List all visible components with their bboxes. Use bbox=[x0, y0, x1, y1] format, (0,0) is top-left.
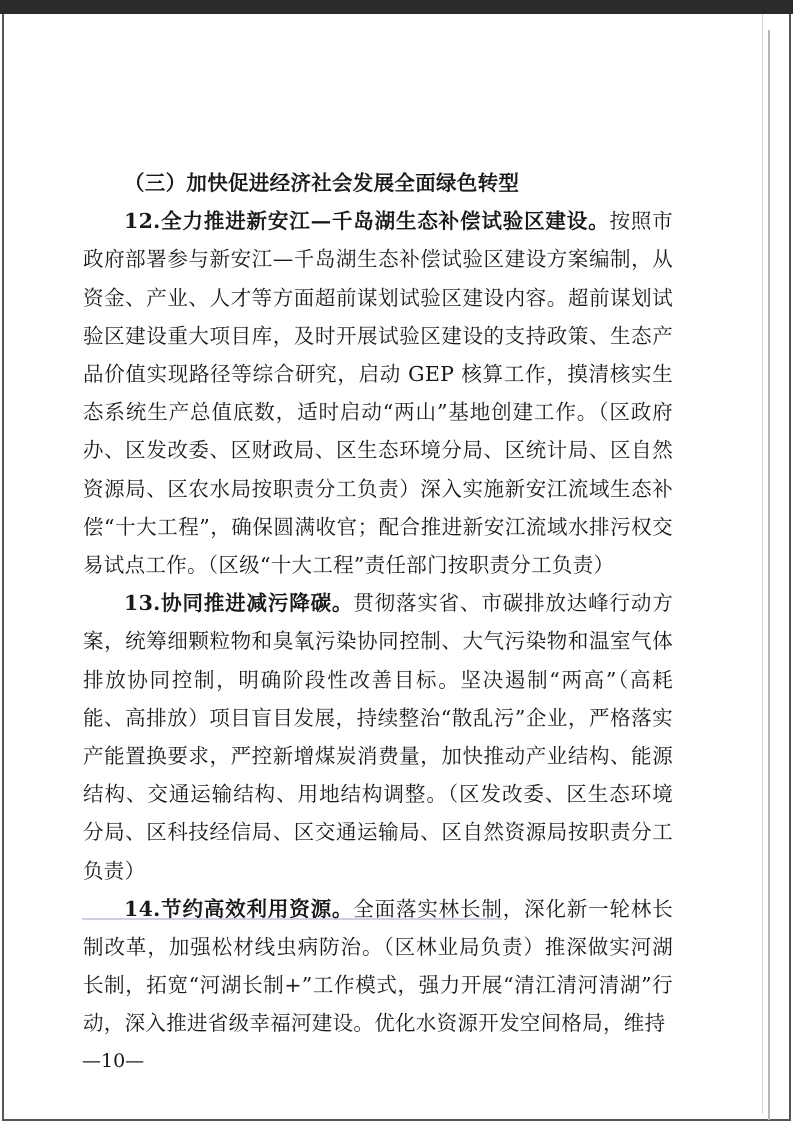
paragraph-text: 贯彻落实省、市碳排放达峰行动方案，统筹细颗粒物和臭氧污染协同控制、大气污染物和温室气体排放协同控制，明确阶段性改善目标。坚决遏制“两高”（高耗能、高排放）项目盲目发展，持续整治“散乱污”企业，严格落实产能置换要求，严控新增煤炭消费量，加快推动产业结构、能源结构、交通运输结构、用地结构调整。（区发改委、区生态环境分局、区科技经信局、区交通运输局、区自然资源局按职责分工负责） bbox=[83, 591, 674, 883]
section-heading: （三）加快促进经济社会发展全面绿色转型 bbox=[124, 171, 520, 195]
scan-paper-shadow bbox=[768, 30, 770, 1120]
paragraph-heading: 12.全力推进新安江—千岛湖生态补偿试验区建设。 bbox=[124, 209, 610, 234]
paragraph-13 bbox=[83, 584, 673, 890]
paragraph-14 bbox=[83, 890, 673, 1043]
scan-top-edge bbox=[0, 0, 793, 14]
scan-left-edge bbox=[2, 14, 4, 1120]
document-body bbox=[83, 164, 673, 1043]
page-number: —10— bbox=[82, 1050, 145, 1072]
paragraph-heading: 14.节约高效利用资源。 bbox=[124, 896, 354, 921]
paragraph-heading: 13.协同推进减污降碳。 bbox=[124, 591, 354, 616]
paragraph-12 bbox=[83, 202, 673, 584]
paragraph-text: 按照市政府部署参与新安江—千岛湖生态补偿试验区建设方案编制，从资金、产业、人才等方面超前谋划试验区建设内容。超前谋划试验区建设重大项目库，及时开展试验区建设的支持政策、生态产品价值实现路径等综合研究，启动 GEP 核算工作，摸清核实生态系统生产总值底数，适时启动“两山”基地创建工作。（区政府办、区发改委、区财政局、区生态环境分局、区统计局、区自然资源局、区农水局按职责分工负责）深入实施新安江流域生态补偿“十大工程”，确保圆满收官；配合推进新安江流域水排污权交易试点工作。（区级“十大工程”责任部门按职责分工负责） bbox=[83, 209, 673, 578]
scan-paper-shadow-faint bbox=[762, 14, 763, 1114]
scan-bottom-edge bbox=[2, 1119, 791, 1121]
paragraph-text: 全面落实林长制，深化新一轮林长制改革，加强松材线虫病防治。（区林业局负责）推深做实河湖长制，拓宽“河湖长制+”工作模式，强力开展“清江清河清湖”行动，深入推进省级幸福河建设。优化水资源开发空间格局，维持 bbox=[83, 896, 674, 1036]
scan-right-edge bbox=[789, 14, 791, 1120]
